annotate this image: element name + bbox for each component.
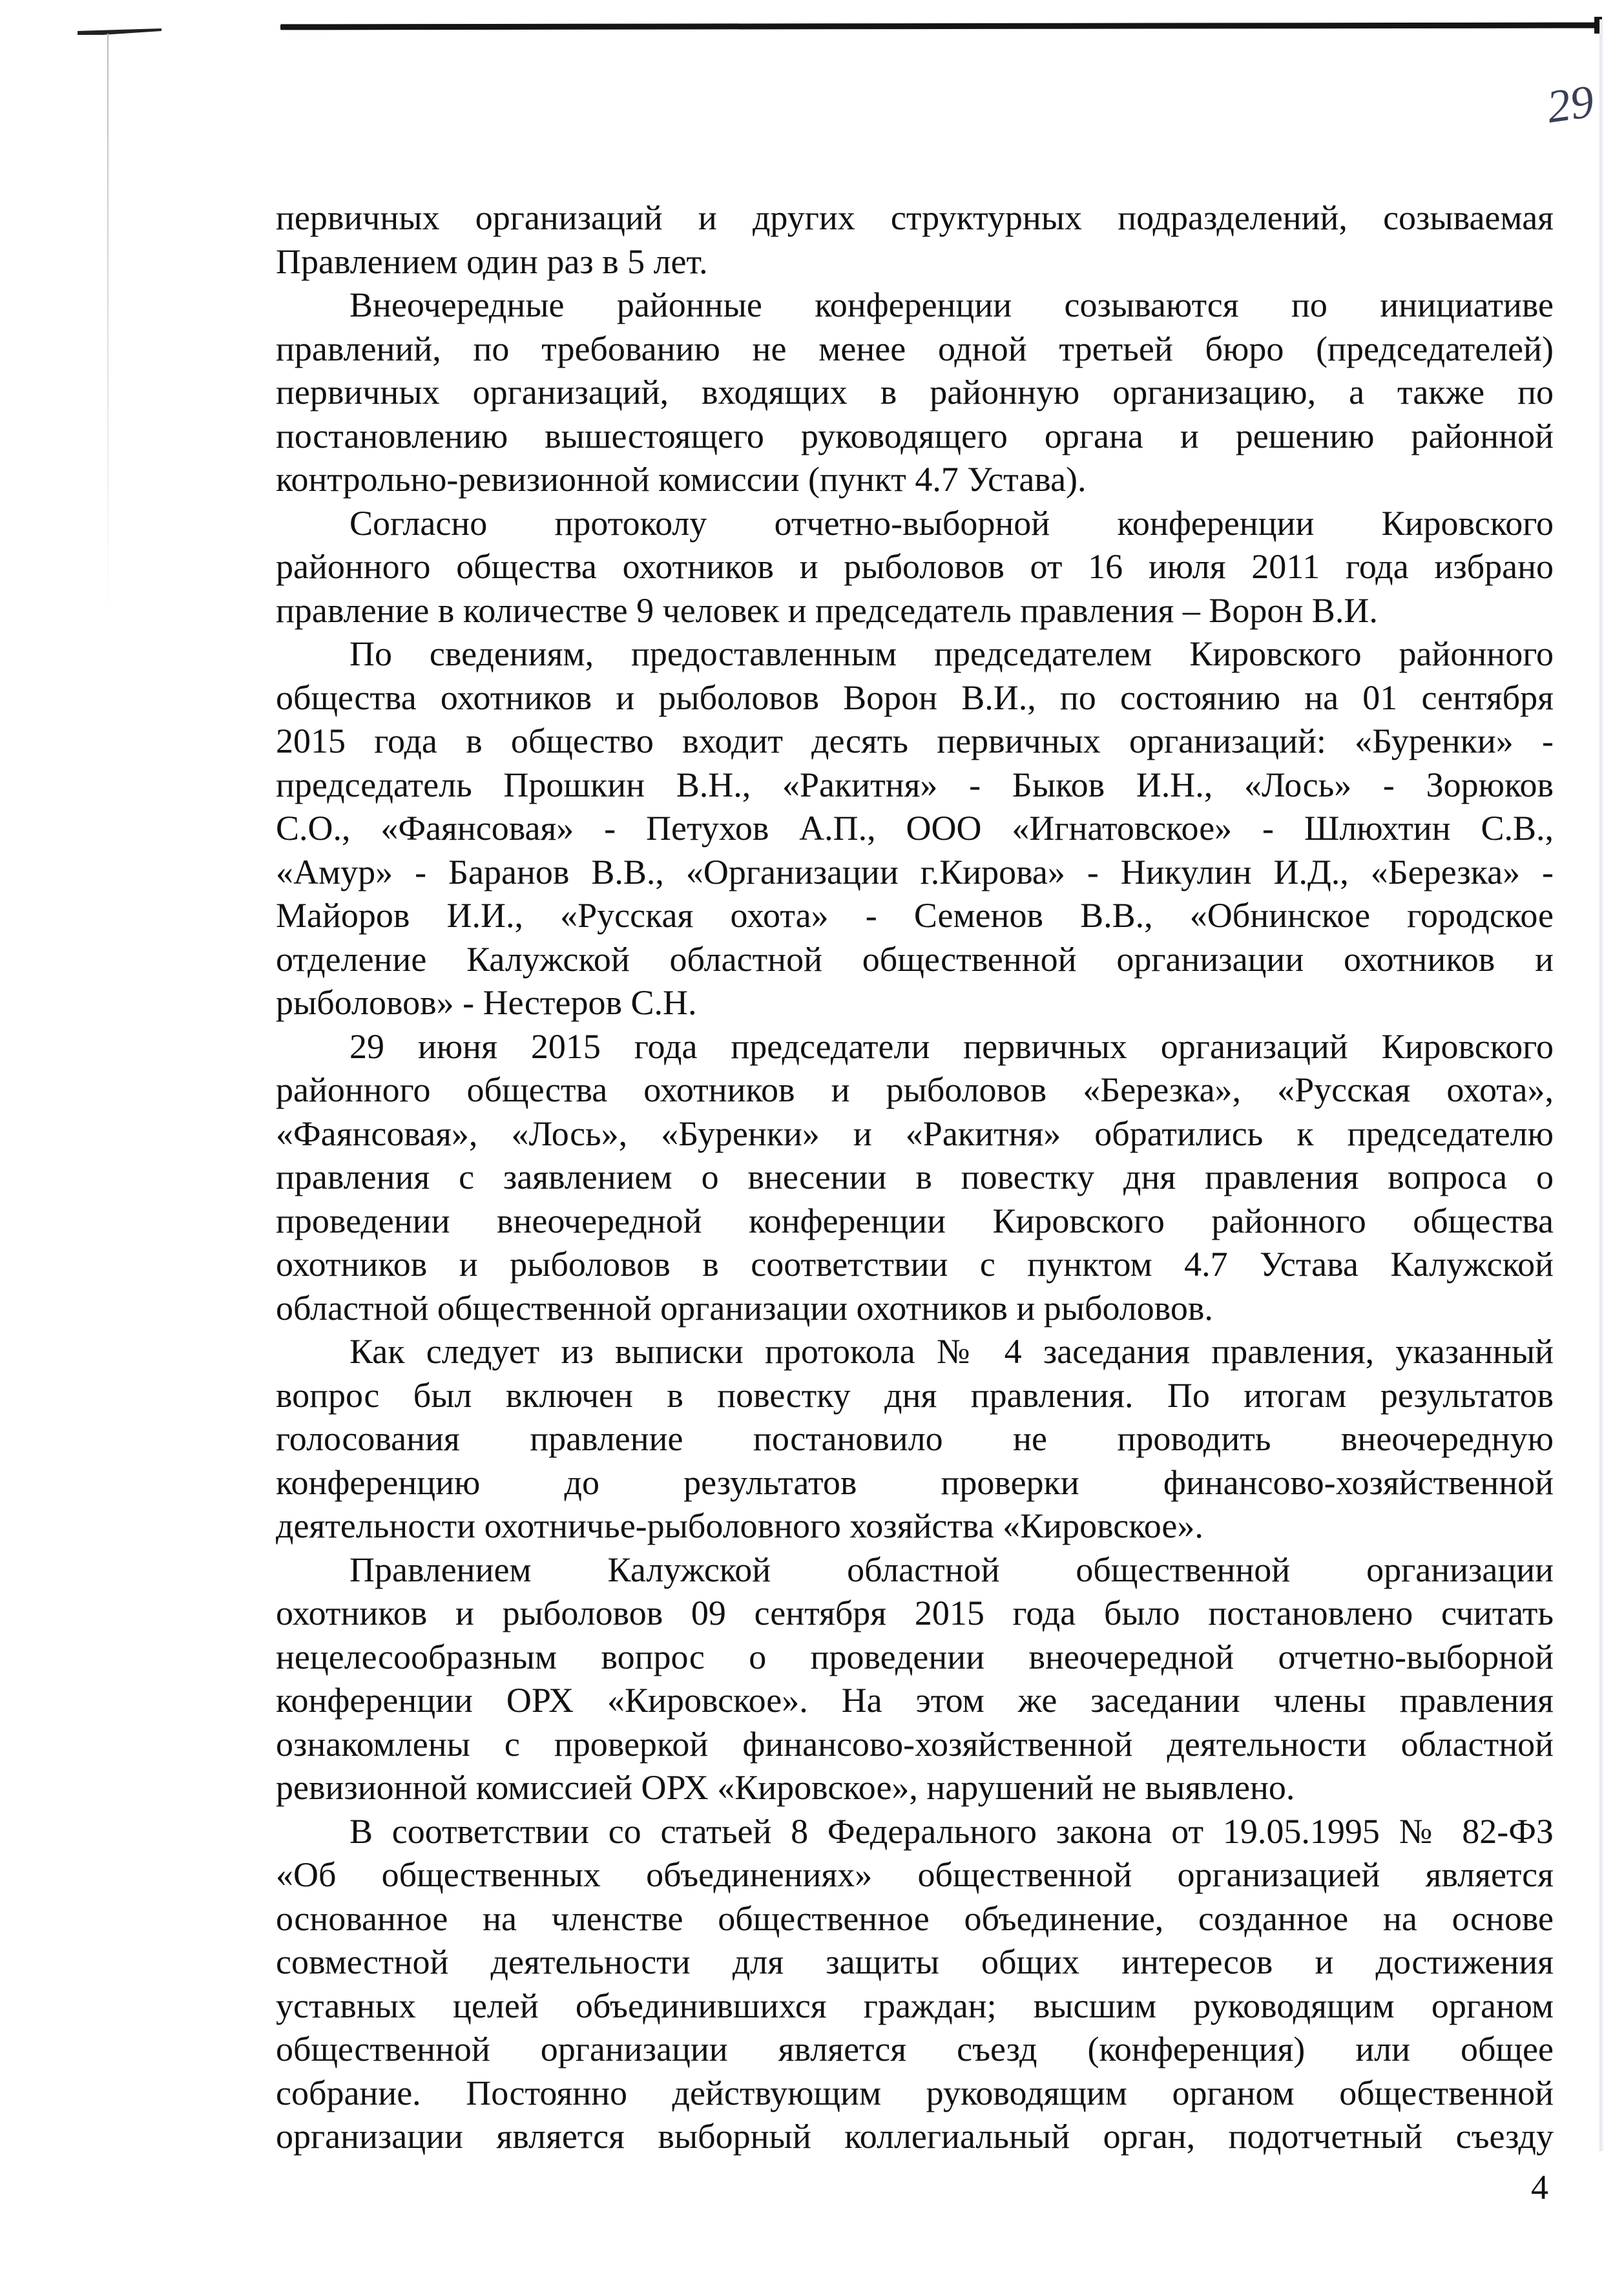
text-line: председатель Прошкин В.Н., «Ракитня» - Быков И.Н., «Лось» - Зорюков	[276, 765, 1554, 804]
text-line: «Амур» - Баранов В.В., «Организации г.Кирова» - Никулин И.Д., «Березка» -	[276, 852, 1554, 891]
handwritten-folio-number: 29	[1543, 75, 1598, 133]
paragraph	[276, 1025, 1554, 1331]
text-line: отделение Калужской областной общественной организации охотников и	[276, 939, 1554, 979]
text-line: первичных организаций и других структурных подразделений, созываемая	[276, 198, 1554, 237]
text-line: правления с заявлением о внесении в повестку дня правления вопроса о	[276, 1158, 1554, 1196]
text-line: Правлением один раз в 5 лет.	[276, 242, 708, 281]
text-line: охотников и рыболовов 09 сентября 2015 года было постановлено считать	[276, 1594, 1554, 1632]
text-line: С.О., «Фаянсовая» - Петухов А.П., ООО «Игнатовское» - Шлюхтин С.В.,	[276, 809, 1554, 848]
text-line: общественной организации является съезд (конференция) или общее	[276, 2030, 1554, 2068]
text-line: «Об общественных объединениях» общественной организацией является	[276, 1855, 1554, 1894]
staple-mark	[78, 28, 161, 35]
top-scan-edge	[280, 23, 1602, 30]
page-number: 4	[1531, 2168, 1548, 2207]
text-line: Правлением Калужской областной общественной организации	[349, 1550, 1554, 1589]
text-line: ознакомлены с проверкой финансово-хозяйственной деятельности областной	[276, 1724, 1554, 1764]
text-line: правление в количестве 9 человек и председатель правления – Ворон В.И.	[276, 590, 1378, 630]
text-line: проведении внеочередной конференции Кировского районного общества	[276, 1201, 1554, 1240]
text-line: 29 июня 2015 года председатели первичных организаций Кировского	[349, 1026, 1554, 1066]
paragraph	[276, 284, 1554, 502]
text-line: В соответствии со статьей 8 Федерального закона от 19.05.1995 № 82-ФЗ	[349, 1811, 1554, 1851]
text-line: конференции ОРХ «Кировское». На этом же заседании члены правления	[276, 1681, 1554, 1720]
text-line: Майоров И.И., «Русская охота» - Семенов В.В., «Обнинское городское	[276, 896, 1554, 935]
page-right-edge	[1599, 19, 1603, 2151]
text-line: голосования правление постановило не проводить внеочередную	[276, 1419, 1554, 1458]
text-line: общества охотников и рыболовов Ворон В.И., по состоянию на 01 сентября	[276, 678, 1554, 717]
text-line: районного общества охотников и рыболовов от 16 июля 2011 года избрано	[276, 547, 1554, 586]
text-line: 2015 года в общество входит десять первичных организаций: «Буренки» -	[276, 722, 1554, 760]
text-line: совместной деятельности для защиты общих интересов и достижения	[276, 1942, 1554, 1981]
text-line: конференцию до результатов проверки финансово-хозяйственной	[276, 1463, 1554, 1502]
text-line: постановлению вышестоящего руководящего органа и решению районной	[276, 416, 1554, 455]
text-line: деятельности охотничье-рыболовного хозяйства «Кировское».	[276, 1506, 1203, 1545]
text-line: уставных целей объединившихся граждан; высшим руководящим органом	[276, 1986, 1554, 2025]
text-line: собрание. Постоянно действующим руководящим органом общественной	[276, 2073, 1554, 2112]
text-line: вопрос был включен в повестку дня правления. По итогам результатов	[276, 1375, 1554, 1415]
paragraph	[276, 632, 1554, 1025]
text-line: контрольно-ревизионной комиссии (пункт 4.7 Устава).	[276, 460, 1087, 499]
text-line: охотников и рыболовов в соответствии с пунктом 4.7 Устава Калужской	[276, 1245, 1554, 1284]
document-body	[276, 196, 1554, 2159]
text-line: нецелесообразным вопрос о проведении внеочередной отчетно-выборной	[276, 1637, 1554, 1676]
text-line: областной общественной организации охотников и рыболовов.	[276, 1288, 1213, 1328]
scan-artifact	[107, 34, 109, 615]
text-line: районного общества охотников и рыболовов «Березка», «Русская охота»,	[276, 1070, 1554, 1109]
text-line: правлений, по требованию не менее одной третьей бюро (председателей)	[276, 329, 1554, 368]
text-line: основанное на членстве общественное объединение, созданное на основе	[276, 1899, 1554, 1938]
text-line: Как следует из выписки протокола № 4 заседания правления, указанный	[349, 1332, 1554, 1371]
paragraph	[276, 196, 1554, 284]
text-line: По сведениям, предоставленным председателем Кировского районного	[349, 634, 1554, 673]
text-line: рыболовов» - Нестеров С.Н.	[276, 983, 697, 1022]
paragraph	[276, 1810, 1554, 2159]
text-line: Согласно протоколу отчетно-выборной конференции Кировского	[349, 503, 1554, 543]
paragraph	[276, 1330, 1554, 1548]
paragraph	[276, 502, 1554, 633]
text-line: «Фаянсовая», «Лось», «Буренки» и «Ракитня» обратились к председателю	[276, 1114, 1554, 1153]
paragraph	[276, 1548, 1554, 1810]
text-line: первичных организаций, входящих в районную организацию, а также по	[276, 373, 1554, 411]
text-line: организации является выборный коллегиальный орган, подотчетный съезду	[276, 2117, 1554, 2156]
text-line: ревизионной комиссией ОРХ «Кировское», нарушений не выявлено.	[276, 1768, 1295, 1807]
text-line: Внеочередные районные конференции созываются по инициативе	[349, 286, 1554, 324]
